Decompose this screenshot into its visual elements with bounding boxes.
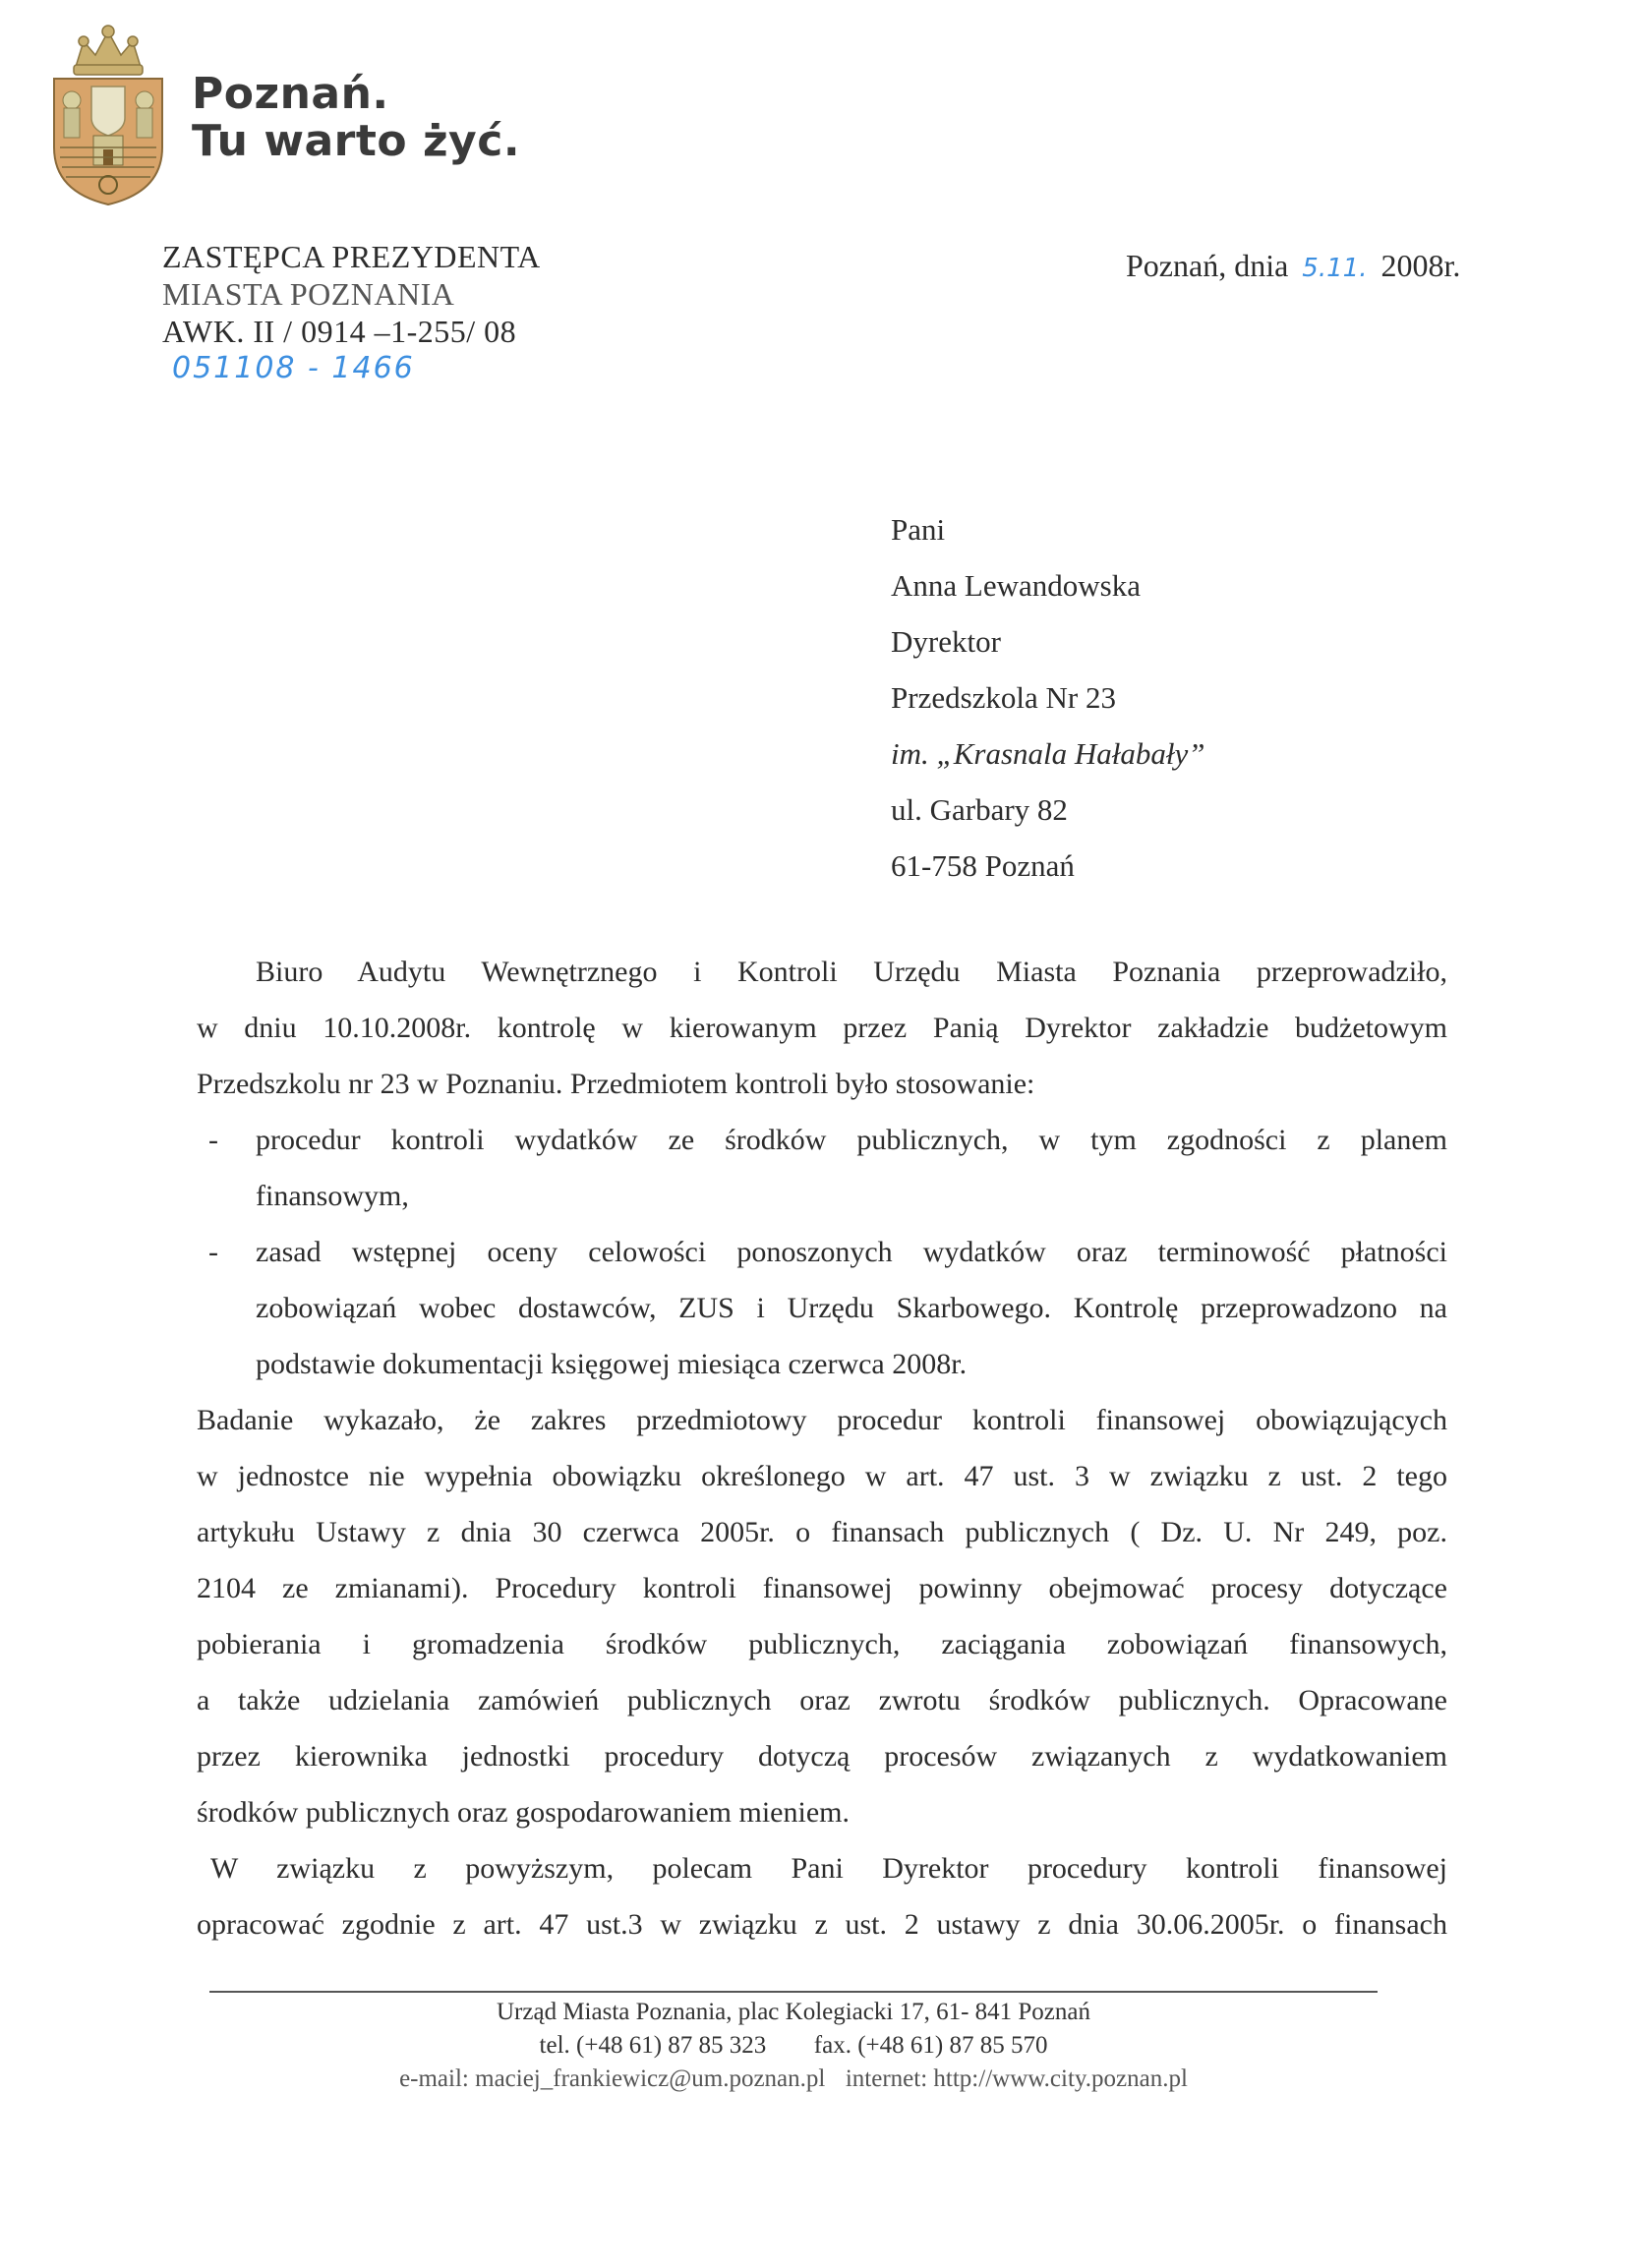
handwritten-date: 5.11. <box>1302 254 1368 283</box>
footer-online <box>209 2063 1378 2096</box>
sender-title: ZASTĘPCA PREZYDENTA <box>162 239 541 274</box>
footer-divider <box>209 1991 1378 1993</box>
paragraph-2-line: Badanie wykazało, że zakres przedmiotowy procedur kontroli finansowej obowiązujących <box>197 1404 1447 1436</box>
bullet-line: zobowiązań wobec dostawców, ZUS i Urzędu Skarbowego. Kontrolę przeprowadzono na <box>256 1292 1447 1324</box>
handwritten-registry-number: 051108 - 1466 <box>172 351 415 385</box>
slogan-line-1: Poznań. <box>192 69 389 119</box>
slogan-line-2: Tu warto żyć. <box>192 116 521 166</box>
addressee-street: ul. Garbary 82 <box>891 792 1068 827</box>
addressee-title: Dyrektor <box>891 624 1001 659</box>
paragraph-2-line: pobierania i gromadzenia środków publicznych, zaciągania zobowiązań finansowych, <box>197 1628 1447 1660</box>
bullet-dash: - <box>208 1124 218 1156</box>
bullet-line: procedur kontroli wydatków ze środków publicznych, w tym zgodności z planem <box>256 1124 1447 1156</box>
paragraph-2-line: przez kierownika jednostki procedury dotyczą procesów związanych z wydatkowaniem <box>197 1740 1447 1773</box>
footer-address: Urząd Miasta Poznania, plac Kolegiacki 17, 61- 841 Poznań <box>497 1999 1090 2025</box>
paragraph-1 <box>197 944 1447 1112</box>
addressee-salutation: Pani <box>891 512 946 547</box>
paragraph-1-line: Biuro Audytu Wewnętrznego i Kontroli Urzędu Miasta Poznania przeprowadziło, <box>256 956 1447 988</box>
paragraph-2-line: w jednostce nie wypełnia obowiązku określonego w art. 47 ust. 3 w związku z ust. 2 tego <box>197 1460 1447 1492</box>
bullet-line: finansowym, <box>256 1180 409 1212</box>
reference-number: AWK. II / 0914 –1-255/ 08 <box>162 314 517 349</box>
addressee-city: 61-758 Poznań <box>891 848 1075 883</box>
addressee-block <box>891 501 1205 894</box>
date-prefix: Poznań, dnia <box>1126 248 1289 283</box>
letter-date <box>1126 248 1460 284</box>
internet-label: internet: <box>845 2065 928 2092</box>
paragraph-2-line: środków publicznych oraz gospodarowaniem mieniem. <box>197 1796 850 1829</box>
footer-phone: tel. (+48 61) 87 85 323 <box>539 2032 767 2059</box>
bullet-dash: - <box>208 1236 218 1268</box>
footer <box>209 1996 1378 2096</box>
website-link[interactable]: http://www.city.poznan.pl <box>933 2065 1188 2092</box>
paragraph-2-line: a także udzielania zamówień publicznych oraz zwrotu środków publicznych. Opracowane <box>197 1684 1447 1716</box>
email-link[interactable]: maciej_frankiewicz@um.poznan.pl <box>475 2065 826 2092</box>
paragraph-3-line: opracować zgodnie z art. 47 ust.3 w związku z ust. 2 ustawy z dnia 30.06.2005r. o finansach <box>197 1908 1447 1941</box>
bullet-item <box>197 1112 1447 1224</box>
paragraph-2 <box>197 1392 1447 1840</box>
footer-fax: fax. (+48 61) 87 85 570 <box>813 2032 1048 2059</box>
paragraph-2-line: artykułu Ustawy z dnia 30 czerwca 2005r. o finansach publicznych ( Dz. U. Nr 249, poz. <box>197 1516 1447 1548</box>
paragraph-1-line: Przedszkolu nr 23 w Poznaniu. Przedmiotem kontroli było stosowanie: <box>197 1068 1035 1100</box>
sender-office: MIASTA POZNANIA <box>162 276 455 312</box>
sender-block <box>162 238 541 387</box>
date-year: 2008r. <box>1380 248 1461 283</box>
email-label: e-mail: <box>399 2065 469 2092</box>
paragraph-3-line: W związku z powyższym, polecam Pani Dyrektor procedury kontroli finansowej <box>210 1852 1447 1885</box>
addressee-institution: Przedszkola Nr 23 <box>891 680 1116 715</box>
addressee-name: Anna Lewandowska <box>891 568 1141 603</box>
paragraph-3 <box>197 1840 1447 1952</box>
letter-body <box>197 944 1447 1952</box>
paragraph-1-line: w dniu 10.10.2008r. kontrolę w kierowanym przez Panią Dyrektor zakładzie budżetowym <box>197 1012 1447 1044</box>
bullet-line: zasad wstępnej oceny celowości ponoszonych wydatków oraz terminowość płatności <box>256 1236 1447 1268</box>
addressee-patron: im. „Krasnala Hałabały” <box>891 736 1205 771</box>
bullet-item <box>197 1224 1447 1392</box>
paragraph-2-line: 2104 ze zmianami). Procedury kontroli finansowej powinny obejmować procesy dotyczące <box>197 1572 1447 1604</box>
bullet-line: podstawie dokumentacji księgowej miesiąca czerwca 2008r. <box>256 1348 968 1380</box>
footer-contact <box>209 2029 1378 2063</box>
poznan-coat-of-arms-icon <box>44 20 172 206</box>
city-slogan <box>192 71 520 165</box>
